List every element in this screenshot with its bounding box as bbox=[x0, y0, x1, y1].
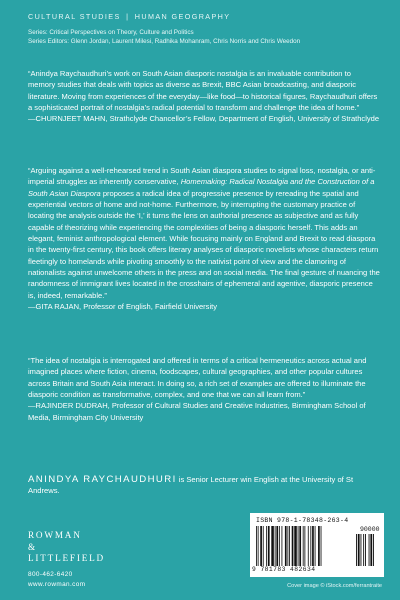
isbn-label: ISBN 978-1-78348-263-4 bbox=[256, 517, 349, 524]
cover-image-credit: Cover image © iStock.com/ferrantraite bbox=[287, 583, 382, 589]
quote-text bbox=[28, 165, 380, 301]
quote-attribution: —RAJINDER DUDRAH, Professor of Cultural Studies and Creative Industries, Birmingham School of Media, Birmingham City University bbox=[28, 401, 366, 422]
header bbox=[28, 12, 380, 46]
publisher-name-line1: ROWMAN bbox=[28, 530, 82, 540]
publisher-logo bbox=[28, 530, 105, 565]
subject-primary: CULTURAL STUDIES bbox=[28, 12, 121, 21]
quote-text-part2: proposes a radical idea of progressive presence by rereading the spatial and experiential vectors of home and not-home. Furthermore, by interrupting the customary practice of locating the analysis outside the ‘I,’ it turns the lens on authorial presence as subjective and as fully capable of theorizing while experiencing the complexities of being a diasporic herself. This adds an elegant, feminist anthropological element. While focusing mainly on England and Brexit to read diaspora in the twenty-first century, this book offers literary analyses of diasporic novelists whose characters return fleetingly to homelands while pivoting smoothly to the nativist point of view and the clamoring of nationalists against unwelcome others in the press and on social media. The final gesture of nuancing the randomness of immigrant lives located in the crosshairs of ephemeral and agentive, diasporic presence is, indeed, remarkable.” bbox=[28, 188, 380, 300]
subject-secondary: HUMAN GEOGRAPHY bbox=[134, 12, 231, 21]
quote-text: “Anindya Raychaudhuri’s work on South Asian diasporic nostalgia is an invaluable contribution to memory studies that deals with topics as diverse as Brexit, BBC Asian broadcasting, and diasporic literature. Moving from experiences of the everyday—like food—to historical figures, Raychaudhuri offers a sophisticated portrait of nostalgia’s radical potential to transform and challenge the idea of home.” bbox=[28, 69, 378, 113]
praise-quote-2 bbox=[28, 165, 380, 312]
author-bio-text: is Senior Lecturer win English at the University of St Andrews. bbox=[28, 475, 354, 496]
barcode-panel bbox=[250, 513, 384, 577]
ean-barcode bbox=[256, 526, 352, 566]
quote-attribution: —GITA RAJAN, Professor of English, Fairfield University bbox=[28, 302, 218, 312]
ean-digits: 9 781783 482634 bbox=[252, 566, 316, 573]
publisher-website: www.rowman.com bbox=[28, 580, 86, 588]
addon-barcode bbox=[356, 534, 380, 566]
quote-text: “The idea of nostalgia is interrogated and offered in terms of a critical hermeneutics across actual and imagined places where fiction, cinema, foodscapes, cultural geographies, and other popular cultures across Britain and South Asia interact. In doing so, a rich set of examples are offered to illuminate the diasporic condition as transformative, complex, and one that we can all learn from.” bbox=[28, 356, 367, 400]
praise-quote-1 bbox=[28, 68, 380, 125]
author-bio bbox=[28, 474, 380, 496]
book-title: Homemaking: Radical Nostalgia and the Construction of a South Asian Diaspora bbox=[28, 177, 375, 198]
author-name: ANINDYA RAYCHAUDHURI bbox=[28, 474, 177, 485]
publisher-block bbox=[28, 530, 105, 588]
series-line: Series: Critical Perspectives on Theory, Culture and Politics bbox=[28, 29, 194, 36]
quote-text-part1: “Arguing against a well-rehearsed trend in South Asian diaspora studies to signal loss, nostalgia, or anti-imperial struggles as inherently conservative, bbox=[28, 166, 376, 187]
price-code: 90000 bbox=[360, 526, 380, 533]
publisher-name-line2: & bbox=[28, 541, 37, 552]
praise-quote-3 bbox=[28, 355, 380, 423]
subject-categories bbox=[28, 12, 380, 21]
publisher-name-line3: LITTLEFIELD bbox=[28, 553, 105, 563]
quote-attribution: —CHURNJEET MAHN, Strathclyde Chancellor’s Fellow, Department of English, University of Strathclyde bbox=[28, 114, 380, 124]
publisher-phone: 800-462-6420 bbox=[28, 570, 73, 578]
subject-separator: | bbox=[126, 12, 130, 21]
series-editors-line: Series Editors: Glenn Jordan, Laurent Milesi, Radhika Mohanram, Chris Norris and Chris Weedon bbox=[28, 37, 301, 45]
series-info bbox=[28, 29, 380, 46]
